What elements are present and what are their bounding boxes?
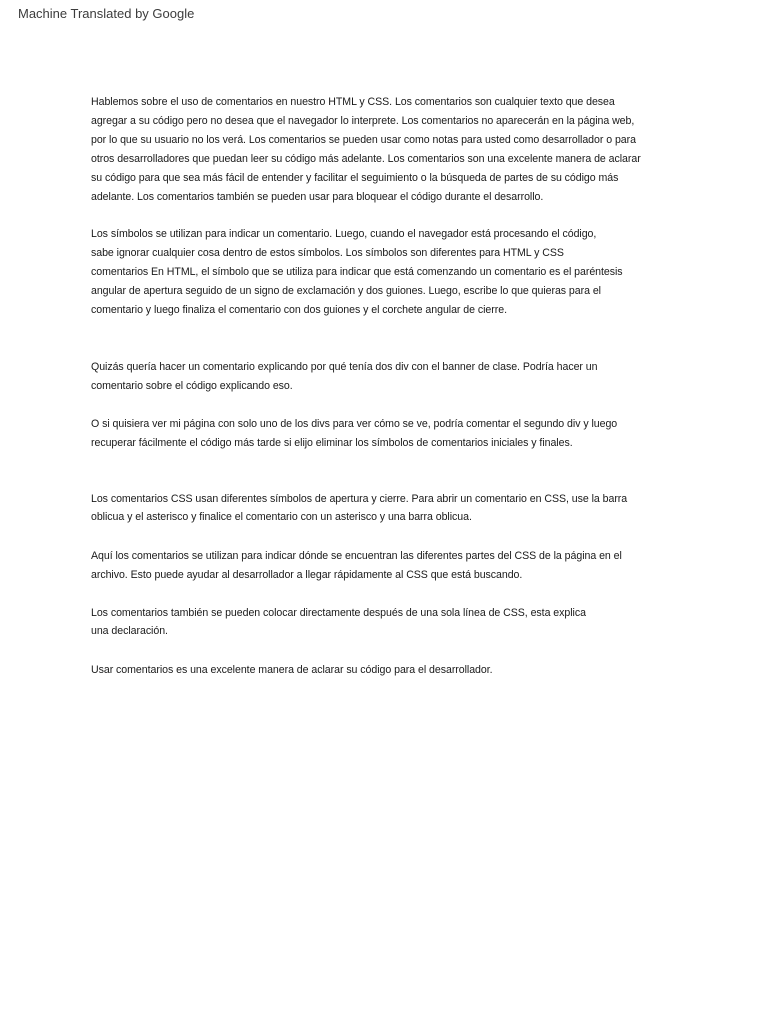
paragraph-line: una declaración. xyxy=(91,625,168,637)
paragraph-line: su código para que sea más fácil de entender y facilitar el seguimiento o la búsqueda de partes de su código más xyxy=(91,172,619,184)
paragraph-inline-comment xyxy=(91,604,691,640)
paragraph-conclusion xyxy=(91,661,691,680)
paragraph-intro xyxy=(91,93,691,207)
paragraph-css-comments xyxy=(91,490,691,526)
paragraph-line: otros desarrolladores que puedan leer su código más adelante. Los comentarios son una excelente manera de aclarar xyxy=(91,153,641,165)
paragraph-line: Los comentarios CSS usan diferentes símbolos de apertura y cierre. Para abrir un comentario en CSS, use la barra xyxy=(91,493,628,505)
paragraph-line: Los símbolos se utilizan para indicar un comentario. Luego, cuando el navegador está procesando el código, xyxy=(91,228,597,240)
paragraph-line: por lo que su usuario no los verá. Los comentarios se pueden usar como notas para usted como desarrollador o para xyxy=(91,134,636,146)
paragraph-line: comentarios En HTML, el símbolo que se utiliza para indicar que está comenzando un comentario es el paréntesis xyxy=(91,266,623,278)
paragraph-line: oblicua y el asterisco y finalice el comentario con un asterisco y una barra oblicua. xyxy=(91,511,472,523)
paragraph-line: Hablemos sobre el uso de comentarios en nuestro HTML y CSS. Los comentarios son cualquier texto que desea xyxy=(91,96,615,108)
paragraph-comment-out xyxy=(91,415,691,453)
paragraph-div-banner xyxy=(91,358,691,396)
paragraph-line: comentario y luego finaliza el comentario con dos guiones y el corchete angular de cierre. xyxy=(91,304,507,316)
paragraph-line: Los comentarios también se pueden colocar directamente después de una sola línea de CSS, esta explica xyxy=(91,607,586,619)
paragraph-line: agregar a su código pero no desea que el navegador lo interprete. Los comentarios no aparecerán en la página web, xyxy=(91,115,635,127)
paragraph-symbols xyxy=(91,225,691,320)
paragraph-css-sections xyxy=(91,547,691,585)
paragraph-line: sabe ignorar cualquier cosa dentro de estos símbolos. Los símbolos son diferentes para HTML y CSS xyxy=(91,247,564,259)
paragraph-line: Quizás quería hacer un comentario explicando por qué tenía dos div con el banner de clase. Podría hacer un xyxy=(91,361,598,373)
paragraph-line: Usar comentarios es una excelente manera de aclarar su código para el desarrollador. xyxy=(91,664,493,676)
paragraph-line: O si quisiera ver mi página con solo uno de los divs para ver cómo se ve, podría comentar el segundo div y luego xyxy=(91,418,618,430)
paragraph-line: archivo. Esto puede ayudar al desarrollador a llegar rápidamente al CSS que está buscando. xyxy=(91,569,523,581)
paragraph-line: angular de apertura seguido de un signo de exclamación y dos guiones. Luego, escribe lo que quieras para el xyxy=(91,285,601,297)
paragraph-line: adelante. Los comentarios también se pueden usar para bloquear el código durante el desarrollo. xyxy=(91,191,544,203)
paragraph-line: Aquí los comentarios se utilizan para indicar dónde se encuentran las diferentes partes del CSS de la página en el xyxy=(91,550,622,562)
paragraph-line: recuperar fácilmente el código más tarde si elijo eliminar los símbolos de comentarios iniciales y finales. xyxy=(91,437,573,449)
paragraph-line: comentario sobre el código explicando eso. xyxy=(91,380,293,392)
machine-translated-banner: Machine Translated by Google xyxy=(18,6,195,21)
